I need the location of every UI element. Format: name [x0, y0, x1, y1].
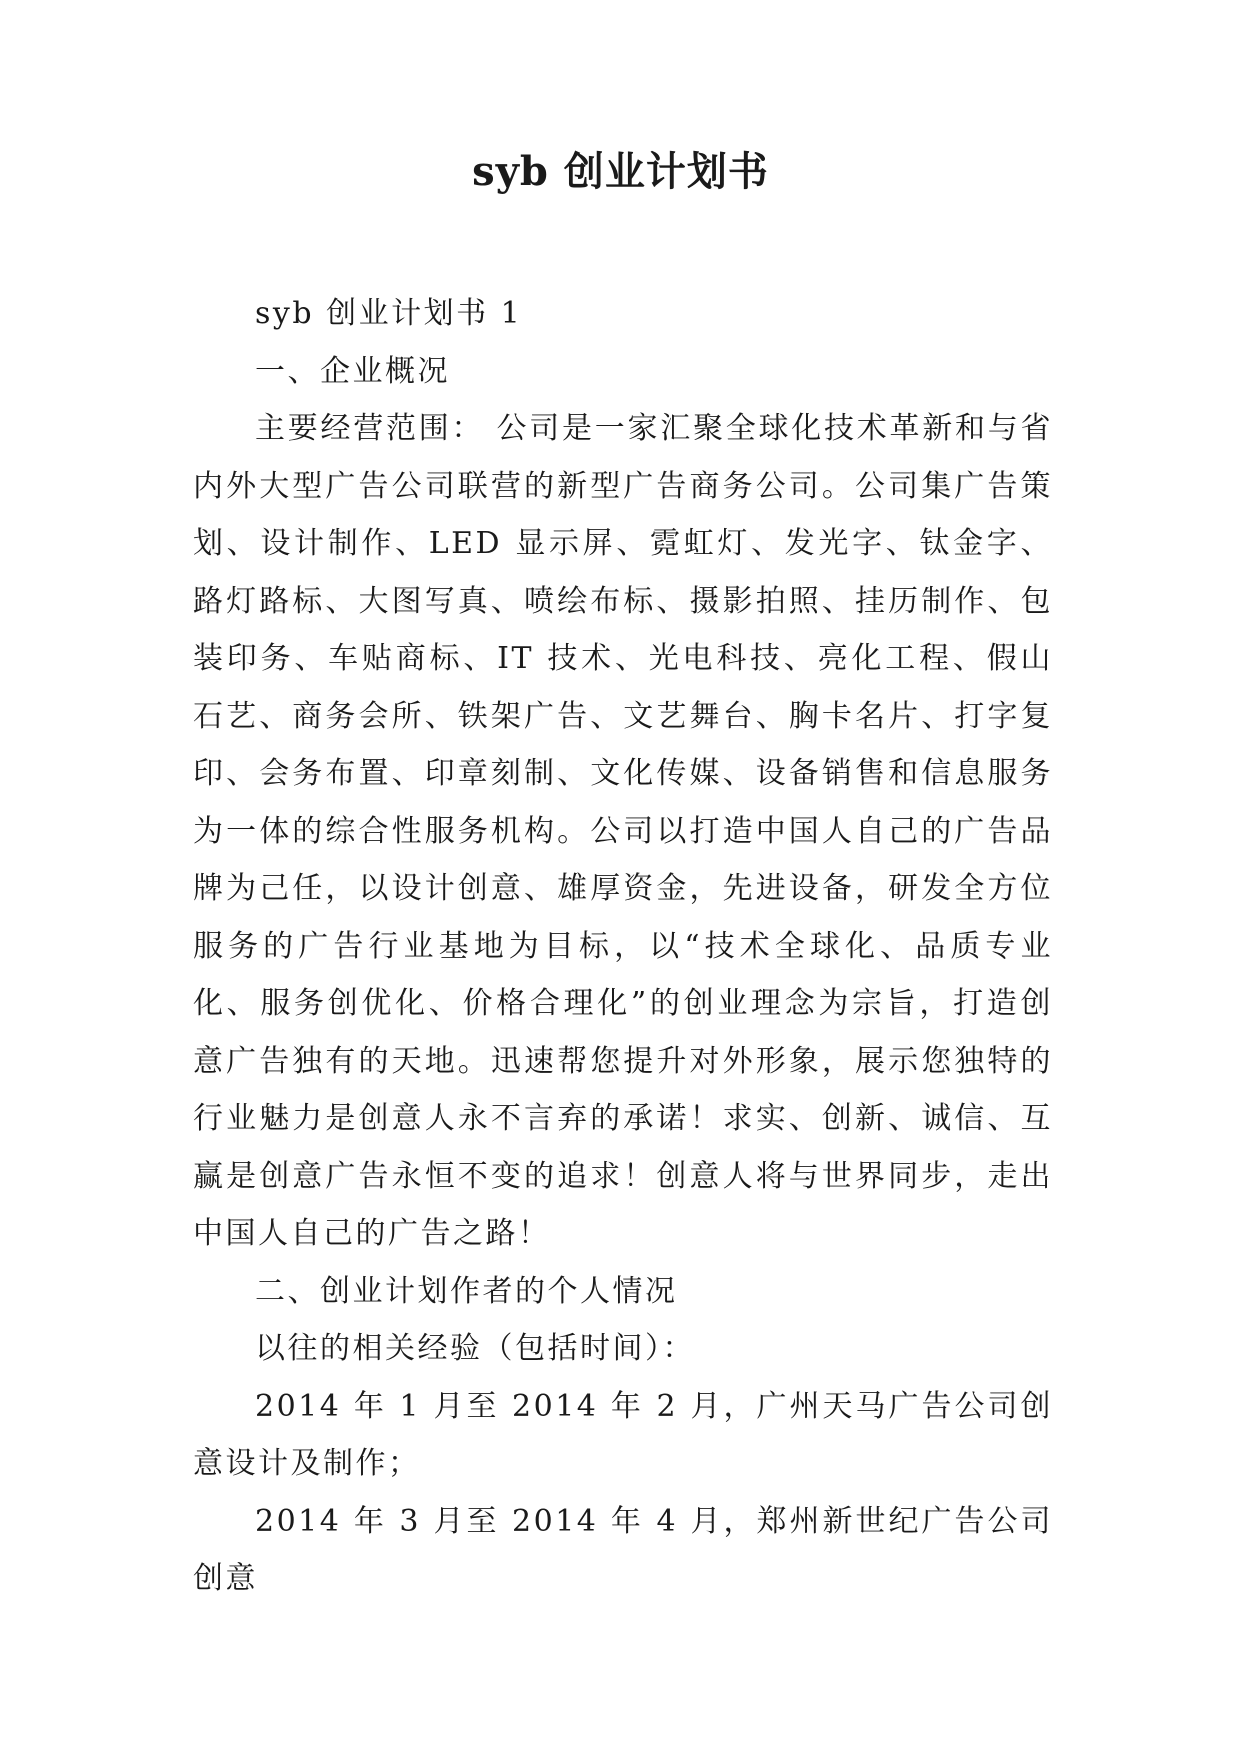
experience-intro-paragraph: 以往的相关经验（包括时间）：: [255, 1331, 695, 1366]
document-body: [193, 285, 1053, 1608]
subtitle-paragraph: syb 创业计划书 1: [255, 296, 523, 331]
section-heading-author-info: 二、创业计划作者的个人情况: [255, 1273, 678, 1309]
experience-item: 2014 年 1 月至 2014 年 2 月，广州天马广告公司创意设计及制作；: [193, 1388, 1053, 1481]
experience-item: 2014 年 3 月至 2014 年 4 月，郑州新世纪广告公司创意: [193, 1503, 1053, 1596]
section-heading-company-overview: 一、企业概况: [255, 353, 450, 389]
document-title: syb 创业计划书: [472, 148, 769, 195]
business-scope-paragraph: 主要经营范围： 公司是一家汇聚全球化技术革新和与省内外大型广告公司联营的新型广告商务公司。公司集广告策划、设计制作、LED 显示屏、霓虹灯、发光字、钛金字、路灯路标、大图写真、喷绘布标、摄影拍照、挂历制作、包装印务、车贴商标、IT 技术、光电科技、亮化工程、假山石艺、商务会所、铁架广告、文艺舞台、胸卡名片、打字复印、会务布置、印章刻制、文化传媒、设备销售和信息服务为一体的综合性服务机构。公司以打造中国人自己的广告品牌为己任，以设计创意、雄厚资金，先进设备，研发全方位服务的广告行业基地为目标，以“技术全球化、品质专业化、服务创优化、价格合理化”的创业理念为宗旨，打造创意广告独有的天地。迅速帮您提升对外形象，展示您独特的行业魅力是创意人永不言弃的承诺！求实、创新、诚信、互赢是创意广告永恒不变的追求！创意人将与世界同步，走出中国人自己的广告之路！: [193, 411, 1053, 1251]
